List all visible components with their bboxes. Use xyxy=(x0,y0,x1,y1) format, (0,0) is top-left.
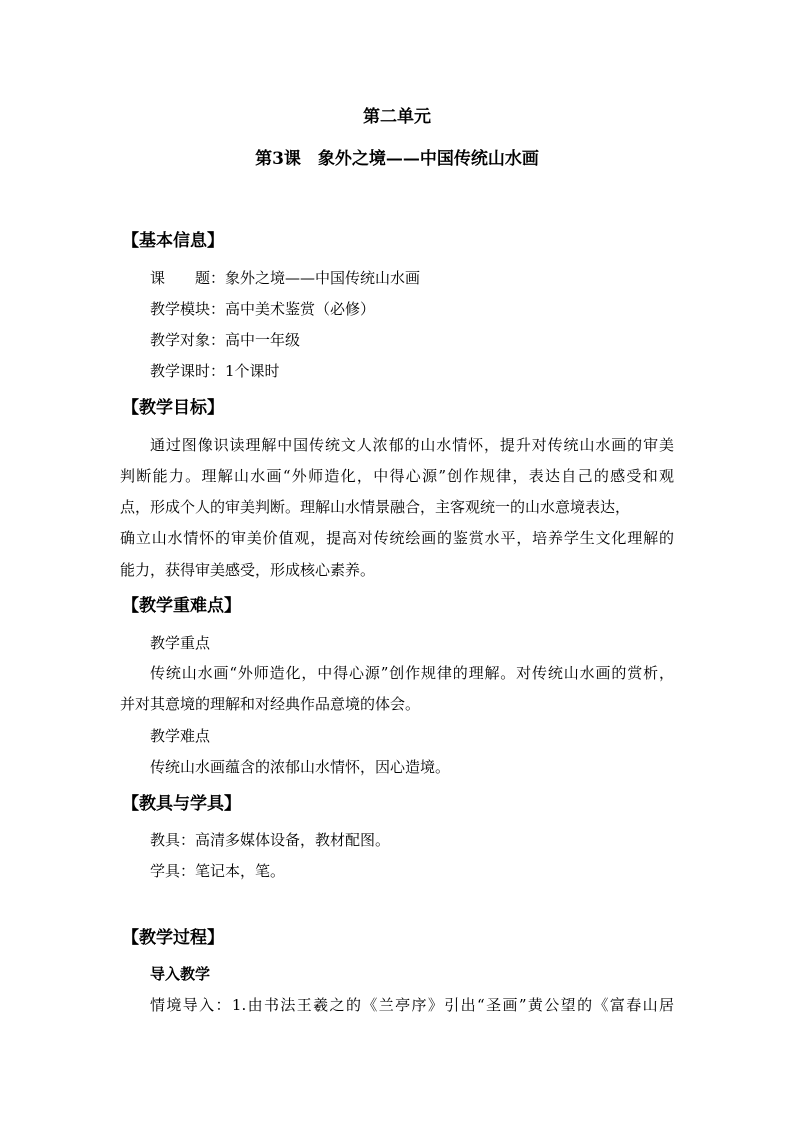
objectives-line: 判断能力。理解山水画“外师造化，中得心源”创作规律，表达自己的感受和观 xyxy=(120,467,674,485)
unit-title: 第二单元 xyxy=(363,107,431,127)
focus-line: 并对其意境的理解和对经典作品意境的体会。 xyxy=(120,695,421,713)
info-row-periods xyxy=(150,361,280,381)
difficulty-line: 传统山水画蕴含的浓郁山水情怀，因心造境。 xyxy=(150,758,451,776)
info-label: 教学对象： xyxy=(150,331,226,349)
objectives-line: 能力，获得审美感受，形成核心素养。 xyxy=(120,561,376,579)
intro-line: 情境导入：1.由书法王羲之的《兰亭序》引出“圣画”黄公望的《富春山居 xyxy=(150,996,674,1014)
info-label: 教学课时： xyxy=(150,362,226,380)
section-heading-process: 【教学过程】 xyxy=(122,928,224,948)
info-row-topic xyxy=(150,268,420,288)
info-value: 象外之境——中国传统山水画 xyxy=(225,269,421,287)
info-row-module xyxy=(150,299,375,319)
section-heading-key-points: 【教学重难点】 xyxy=(122,596,241,616)
student-tools: 学具：笔记本，笔。 xyxy=(150,862,286,880)
info-label: 课 题： xyxy=(150,269,226,287)
info-row-audience xyxy=(150,330,300,350)
objectives-line: 确立山水情怀的审美价值观，提高对传统绘画的鉴赏水平，培养学生文化理解的 xyxy=(120,529,674,547)
focus-line: 传统山水画“外师造化，中得心源”创作规律的理解。对传统山水画的赏析， xyxy=(150,664,674,682)
focus-label: 教学重点 xyxy=(150,634,211,652)
info-label: 教学模块： xyxy=(150,300,226,318)
difficulty-label: 教学难点 xyxy=(150,727,211,745)
section-heading-basic-info: 【基本信息】 xyxy=(122,231,224,251)
lesson-title: 第3课 象外之境——中国传统山水画 xyxy=(255,149,539,169)
info-value: 高中美术鉴赏（必修） xyxy=(225,300,376,318)
teacher-tools: 教具：高清多媒体设备，教材配图。 xyxy=(150,831,391,849)
section-heading-objectives: 【教学目标】 xyxy=(122,398,224,418)
info-value: 高中一年级 xyxy=(225,331,301,349)
objectives-line: 通过图像识读理解中国传统文人浓郁的山水情怀，提升对传统山水画的审美 xyxy=(150,436,674,454)
info-value: 1个课时 xyxy=(225,362,280,380)
section-heading-tools: 【教具与学具】 xyxy=(122,794,241,814)
intro-heading: 导入教学 xyxy=(150,965,211,983)
objectives-line: 点，形成个人的审美判断。理解山水情景融合，主客观统一的山水意境表达， xyxy=(120,498,631,516)
